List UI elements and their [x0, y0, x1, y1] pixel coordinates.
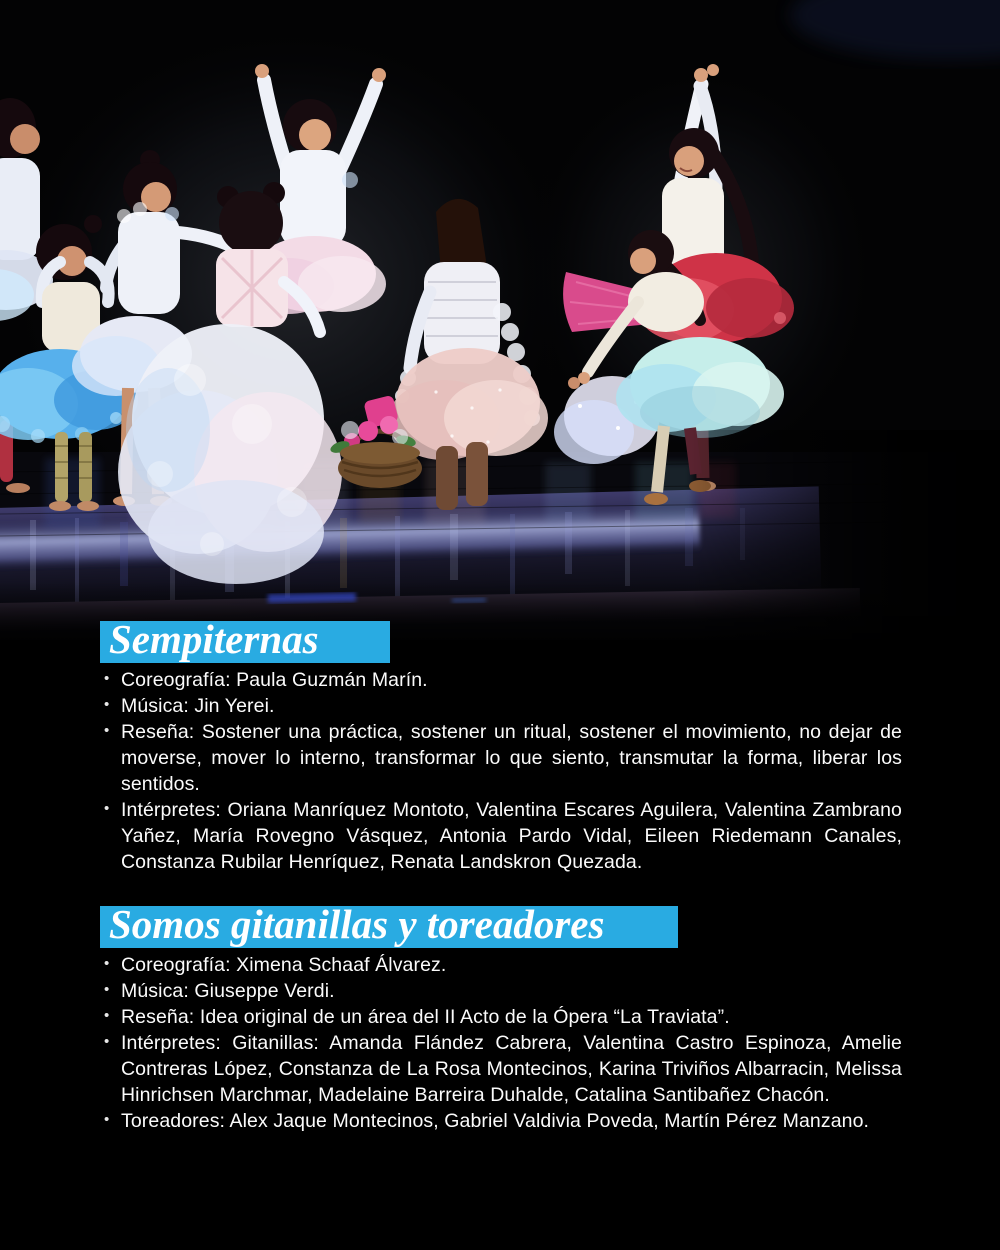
section-sempiternas: [100, 615, 902, 875]
bullet-icon: •: [104, 670, 110, 687]
bullet-item-coreografia: [100, 952, 902, 978]
section-title: Sempiternas: [109, 615, 319, 662]
bullet-item-resena: [100, 1004, 902, 1030]
bullet-item-musica: [100, 693, 902, 719]
section-title: Somos gitanillas y toreadores: [109, 900, 605, 947]
bullet-item-musica: [100, 978, 902, 1004]
bullet-icon: •: [104, 800, 110, 817]
bullet-text: Reseña: Idea original de un área del II Acto de la Ópera “La Traviata”.: [121, 1006, 730, 1028]
bullet-icon: •: [104, 955, 110, 972]
bullet-icon: •: [104, 981, 110, 998]
bullet-icon: •: [104, 722, 110, 739]
section-title-bar: [100, 615, 390, 663]
bullet-icon: •: [104, 1007, 110, 1024]
bullet-item-interpretes: [100, 797, 902, 875]
bullet-text: Coreografía: Paula Guzmán Marín.: [121, 669, 428, 691]
bullet-text: Música: Jin Yerei.: [121, 695, 275, 717]
section-title-bar: [100, 900, 678, 948]
bullet-icon: •: [104, 1111, 110, 1128]
bullet-text: Intérpretes: Gitanillas: Amanda Flández Cabrera, Valentina Castro Espinoza, Amelie Contreras López, Constanza de La Rosa Montecinos, Karina Triviños Albarracin, Melissa Hinrichsen Marchmar, Madelaine Barreira Duhalde, Catalina Santibañez Chacón.: [121, 1032, 902, 1106]
bullet-text: Toreadores: Alex Jaque Montecinos, Gabriel Valdivia Poveda, Martín Pérez Manzano.: [121, 1110, 870, 1132]
section-somos-gitanillas: [100, 900, 902, 1134]
bullet-text: Intérpretes: Oriana Manríquez Montoto, Valentina Escares Aguilera, Valentina Zambrano Yañez, María Rovegno Vásquez, Antonia Pardo Vidal, Eileen Riedemann Canales, Constanza Rubilar Henríquez, Renata Landskron Quezada.: [121, 799, 902, 873]
credits-list: [100, 667, 902, 875]
bullet-text: Música: Giuseppe Verdi.: [121, 980, 335, 1002]
bullet-icon: •: [104, 696, 110, 713]
credits-list: [100, 952, 902, 1134]
bullet-item-toreadores: [100, 1108, 902, 1134]
bullet-item-interpretes: [100, 1030, 902, 1108]
bullet-text: Reseña: Sostener una práctica, sostener un ritual, sostener el movimiento, no dejar de moverse, mover lo interno, transformar lo que siento, transmutar la forma, liberar los sentidos.: [121, 721, 902, 795]
bullet-item-coreografia: [100, 667, 902, 693]
bullet-item-resena: [100, 719, 902, 797]
bullet-icon: •: [104, 1033, 110, 1050]
bullet-text: Coreografía: Ximena Schaaf Álvarez.: [121, 954, 447, 976]
